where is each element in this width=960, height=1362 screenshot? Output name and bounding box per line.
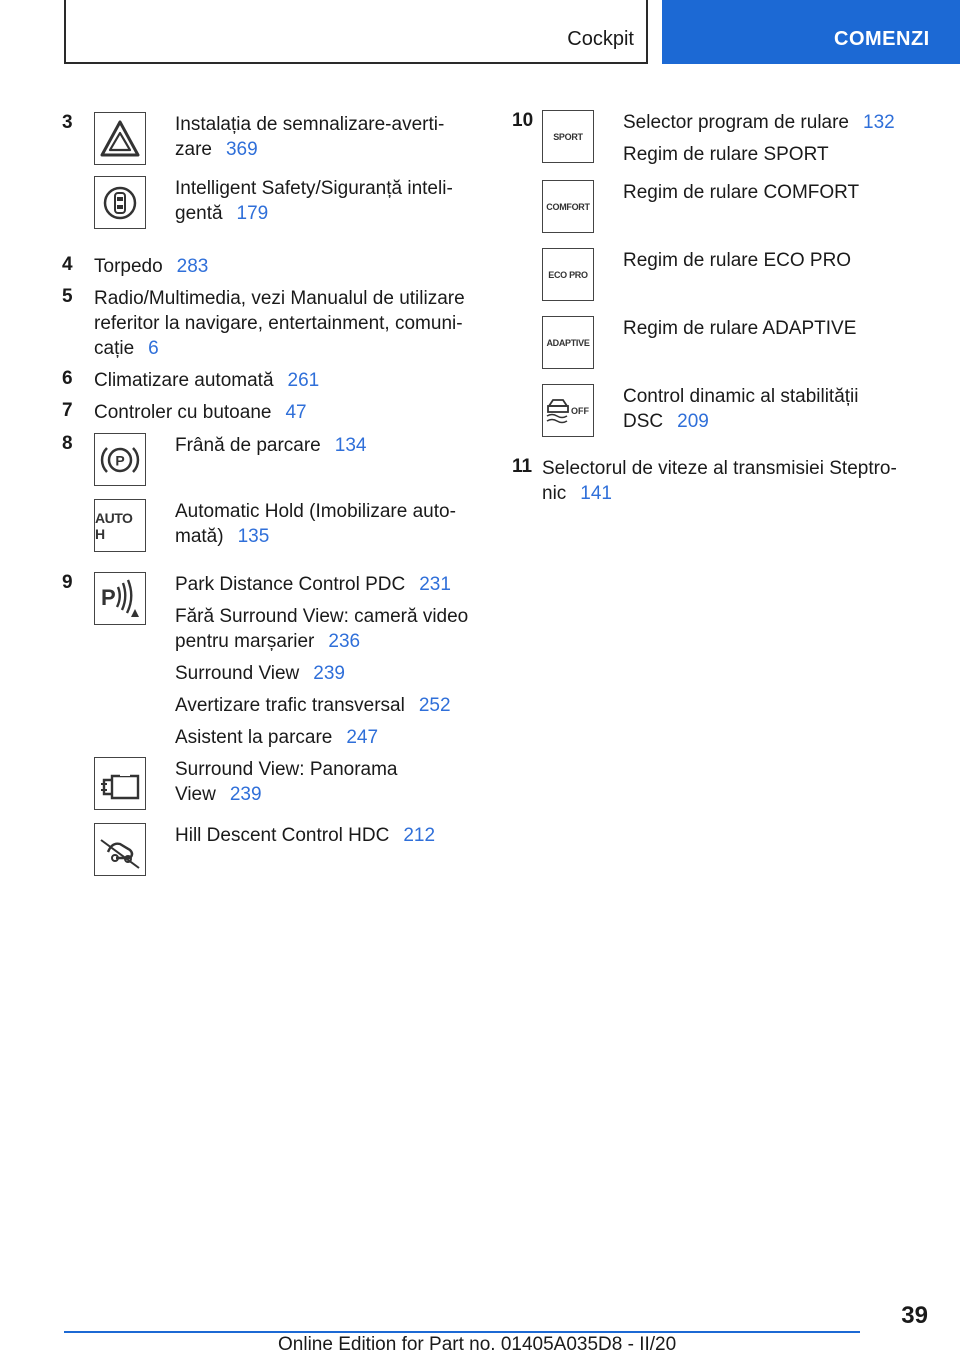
text-line: Selector program de rulare bbox=[623, 112, 849, 133]
text-line: Radio/Multimedia, vezi Manualul de utilizare bbox=[94, 288, 465, 309]
auto-hold-icon bbox=[94, 499, 146, 552]
page-link[interactable]: 179 bbox=[236, 203, 269, 224]
page-link[interactable]: 261 bbox=[287, 370, 320, 391]
text-line: pentru marșarier bbox=[175, 631, 315, 652]
text-line: zare bbox=[175, 139, 212, 160]
svg-text:P: P bbox=[115, 452, 125, 468]
section-title: Cockpit bbox=[567, 28, 634, 50]
page-link[interactable]: 134 bbox=[334, 435, 367, 456]
item-number: 9 bbox=[62, 572, 73, 593]
mode-label: SPORT bbox=[553, 131, 583, 142]
list-item-9 bbox=[62, 572, 472, 876]
page-link[interactable]: 252 bbox=[418, 695, 451, 716]
page-link[interactable]: 239 bbox=[229, 784, 262, 805]
page-link[interactable]: 236 bbox=[328, 631, 361, 652]
text-line: Controler cu butoane bbox=[94, 402, 272, 423]
adaptive-mode-icon bbox=[542, 316, 594, 369]
comfort-mode-text bbox=[623, 180, 920, 205]
list-item-3 bbox=[62, 110, 472, 250]
icon-row bbox=[510, 316, 920, 369]
icon-row bbox=[510, 248, 920, 301]
page-link[interactable]: 283 bbox=[176, 256, 209, 277]
item-text bbox=[62, 254, 472, 279]
svg-text:P: P bbox=[101, 584, 116, 610]
text-line: Asistent la parcare bbox=[175, 727, 333, 748]
text-line: View bbox=[175, 784, 216, 805]
edition-text: Online Edition for Part no. 01405A035D8 - II/20 bbox=[278, 1334, 677, 1355]
icon-row bbox=[62, 112, 472, 165]
dsc-text bbox=[623, 384, 920, 434]
list-item-11 bbox=[510, 456, 920, 506]
page-link[interactable]: 135 bbox=[237, 526, 270, 547]
page-link[interactable]: 369 bbox=[225, 139, 258, 160]
header-frame bbox=[64, 0, 648, 64]
page-link[interactable]: 6 bbox=[148, 338, 159, 359]
right-column bbox=[510, 110, 920, 506]
hill-descent-icon bbox=[94, 823, 146, 876]
comfort-mode-icon bbox=[542, 180, 594, 233]
footer-divider bbox=[64, 1331, 860, 1333]
page-link[interactable]: 239 bbox=[313, 663, 345, 684]
icon-row bbox=[62, 572, 472, 750]
page-link[interactable]: 212 bbox=[403, 825, 436, 846]
icon-row bbox=[62, 757, 472, 810]
list-item-5 bbox=[62, 286, 472, 361]
text-line: Control dinamic al stabilității bbox=[623, 386, 859, 407]
chapter-tab[interactable] bbox=[662, 0, 960, 64]
page-link[interactable]: 209 bbox=[677, 411, 709, 432]
item-number: 6 bbox=[62, 368, 73, 389]
parking-brake-text bbox=[175, 433, 472, 458]
text-line: cație bbox=[94, 338, 135, 359]
list-item-8 bbox=[62, 433, 472, 552]
text-line: Intelligent Safety/Siguranță inteli- bbox=[175, 178, 453, 199]
mode-label: COMFORT bbox=[546, 201, 590, 212]
text-line: Regim de rulare ECO PRO bbox=[623, 250, 852, 271]
parking-brake-icon bbox=[94, 433, 146, 486]
intelligent-safety-icon bbox=[94, 176, 146, 229]
text-line: Regim de rulare COMFORT bbox=[623, 182, 860, 203]
park-distance-icon bbox=[94, 572, 146, 625]
text-line: gentă bbox=[175, 203, 223, 224]
auto-hold-text bbox=[175, 499, 472, 549]
item-text bbox=[62, 368, 472, 393]
icon-row bbox=[62, 499, 472, 552]
mode-label: ECO PRO bbox=[548, 269, 588, 280]
item-number: 5 bbox=[62, 286, 73, 307]
item-number: 11 bbox=[512, 456, 533, 477]
panorama-view-icon bbox=[94, 757, 146, 810]
icon-row bbox=[510, 180, 920, 233]
text-line: Climatizare automată bbox=[94, 370, 274, 391]
page-link[interactable]: 132 bbox=[863, 112, 895, 133]
page-link[interactable]: 247 bbox=[346, 727, 379, 748]
text-line: Frână de parcare bbox=[175, 435, 321, 456]
adaptive-mode-text bbox=[623, 316, 920, 341]
intelligent-safety-text bbox=[175, 176, 472, 226]
text-line: Fără Surround View: cameră video bbox=[175, 606, 469, 627]
text-line: DSC bbox=[623, 411, 664, 432]
eco-pro-mode-text bbox=[623, 248, 920, 273]
left-column bbox=[62, 110, 472, 876]
icon-row bbox=[510, 384, 920, 437]
text-line: Park Distance Control PDC bbox=[175, 574, 406, 595]
icon-row bbox=[62, 433, 472, 486]
text-line: Hill Descent Control HDC bbox=[175, 825, 390, 846]
text-line: mată) bbox=[175, 526, 224, 547]
text-line: Selectorul de viteze al transmisiei Steptro- bbox=[542, 458, 897, 479]
list-item-10 bbox=[510, 110, 920, 437]
item-number: 4 bbox=[62, 254, 73, 275]
page-number: 39 bbox=[901, 1302, 928, 1329]
mode-label: ADAPTIVE bbox=[546, 337, 590, 348]
item-number: 7 bbox=[62, 400, 73, 421]
icon-row bbox=[510, 110, 920, 167]
driving-mode-text bbox=[623, 110, 920, 167]
page-link[interactable]: 47 bbox=[285, 402, 307, 423]
text-line: Regim de rulare ADAPTIVE bbox=[623, 318, 857, 339]
text-line: Regim de rulare SPORT bbox=[623, 144, 829, 165]
hill-descent-text bbox=[175, 823, 472, 848]
text-line: Instalația de semnalizare-averti- bbox=[175, 114, 445, 135]
text-line: nic bbox=[542, 483, 567, 504]
list-item-4 bbox=[62, 254, 472, 279]
warning-triangle-icon bbox=[94, 112, 146, 165]
list-item-7 bbox=[62, 400, 472, 425]
dsc-off-label: OFF bbox=[571, 405, 589, 416]
item-text bbox=[62, 400, 472, 425]
park-distance-text bbox=[175, 572, 472, 750]
icon-row bbox=[62, 176, 472, 229]
dsc-off-icon bbox=[542, 384, 594, 437]
chapter-tab-label: COMENZI bbox=[834, 28, 930, 50]
item-text bbox=[510, 456, 920, 506]
eco-pro-mode-icon bbox=[542, 248, 594, 301]
text-line: Automatic Hold (Imobilizare auto- bbox=[175, 501, 456, 522]
item-number: 8 bbox=[62, 433, 73, 454]
sport-mode-icon bbox=[542, 110, 594, 163]
list-item-6 bbox=[62, 368, 472, 393]
text-line: Surround View bbox=[175, 663, 300, 684]
icon-row bbox=[62, 823, 472, 876]
hazard-lights-text bbox=[175, 112, 472, 162]
text-line: referitor la navigare, entertainment, comuni- bbox=[94, 313, 463, 334]
text-line: Surround View: Panorama bbox=[175, 759, 398, 780]
item-number: 10 bbox=[512, 110, 534, 131]
auto-hold-label: AUTO H bbox=[95, 509, 133, 542]
page-link[interactable]: 231 bbox=[419, 574, 451, 595]
panorama-view-text bbox=[175, 757, 472, 807]
text-line: Avertizare trafic transversal bbox=[175, 695, 405, 716]
page-link[interactable]: 141 bbox=[580, 483, 612, 504]
item-number: 3 bbox=[62, 112, 73, 133]
item-text bbox=[62, 286, 472, 361]
text-line: Torpedo bbox=[94, 256, 163, 277]
